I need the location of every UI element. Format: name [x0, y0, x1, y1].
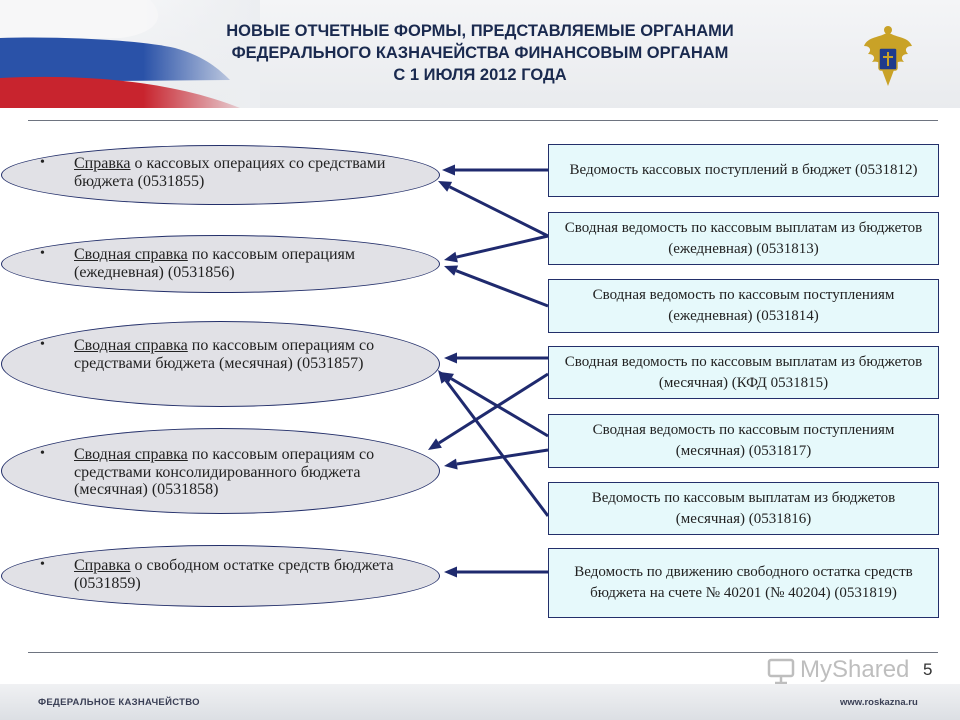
source-box-0531814: Сводная ведомость по кассовым поступлениям (ежедневная) (0531814) — [548, 279, 939, 333]
watermark — [766, 656, 926, 686]
connector-line — [456, 271, 548, 306]
arrowhead-icon — [440, 372, 454, 383]
source-box-0531815: Сводная ведомость по кассовым выплатам из бюджетов (месячная) (КФД 0531815) — [548, 346, 939, 399]
item-keyword: Справка — [74, 155, 131, 172]
bullet-icon: • — [40, 337, 45, 352]
source-box-0531817: Сводная ведомость по кассовым поступлениям (месячная) (0531817) — [548, 414, 939, 468]
item-text: о свободном остатке средств бюджета (0531859) — [74, 557, 394, 592]
item-keyword: Сводная справка — [74, 446, 188, 463]
treasury-emblem-icon — [862, 24, 914, 94]
arrowhead-icon — [444, 266, 458, 276]
report-ellipse-0531855 — [1, 145, 440, 205]
source-box-0531813: Сводная ведомость по кассовым выплатам из бюджетов (ежедневная) (0531813) — [548, 212, 939, 265]
item-text: по кассовым операциям со средствами бюджета (месячная) (0531857) — [74, 337, 375, 372]
slide-header — [0, 0, 960, 108]
item-text: по кассовым операциям (ежедневная) (0531856) — [74, 246, 355, 281]
presentation-icon — [766, 656, 796, 686]
connector-line — [457, 450, 548, 464]
connector-line — [450, 187, 548, 236]
source-box-0531812: Ведомость кассовых поступлений в бюджет (0531812) — [548, 144, 939, 197]
item-keyword: Сводная справка — [74, 337, 188, 354]
title-line: НОВЫЕ ОТЧЕТНЫЕ ФОРМЫ, ПРЕДСТАВЛЯЕМЫЕ ОРГАНАМИ — [226, 22, 734, 40]
connector-line — [451, 379, 548, 436]
watermark-text: MyShared — [800, 656, 910, 683]
item-keyword: Сводная справка — [74, 246, 188, 263]
arrowhead-icon — [444, 567, 457, 578]
title-line: ФЕДЕРАЛЬНОГО КАЗНАЧЕЙСТВА ФИНАНСОВЫМ ОРГАНАМ — [231, 44, 729, 62]
arrowhead-icon — [438, 181, 452, 192]
source-box-0531819: Ведомость по движению свободного остатка средств бюджета на счете № 40201 (№ 40204) (0531819) — [548, 548, 939, 618]
arrowhead-icon — [444, 459, 458, 470]
item-keyword: Справка — [74, 557, 131, 574]
bullet-icon: • — [40, 557, 45, 572]
report-ellipse-0531857 — [1, 321, 440, 407]
footer-organization: ФЕДЕРАЛЬНОЕ КАЗНАЧЕЙСТВО — [38, 697, 200, 708]
bullet-icon: • — [40, 446, 45, 461]
slide-title — [150, 20, 810, 86]
report-ellipse-0531856 — [1, 235, 440, 293]
item-text: о кассовых операциях со средствами бюджета (0531855) — [74, 155, 386, 190]
bullet-icon: • — [40, 155, 45, 170]
arrowhead-icon — [444, 252, 458, 263]
footer-website[interactable]: www.roskazna.ru — [840, 697, 918, 708]
item-text: по кассовым операциям со средствами консолидированного бюджета (месячная) (0531858) — [74, 446, 375, 498]
bullet-icon: • — [40, 246, 45, 261]
arrowhead-icon — [438, 370, 450, 384]
report-ellipse-0531858 — [1, 428, 440, 514]
connector-line — [439, 374, 548, 443]
connector-line — [457, 236, 548, 257]
arrowhead-icon — [442, 165, 455, 176]
source-box-0531816: Ведомость по кассовым выплатам из бюджетов (месячная) (0531816) — [548, 482, 939, 535]
bottom-divider — [28, 652, 938, 653]
page-number: 5 — [923, 660, 933, 679]
connector-line — [446, 380, 548, 516]
report-ellipse-0531859 — [1, 545, 440, 607]
arrowhead-icon — [444, 353, 457, 364]
top-divider — [28, 120, 938, 121]
title-line: С 1 ИЮЛЯ 2012 ГОДА — [393, 66, 567, 84]
